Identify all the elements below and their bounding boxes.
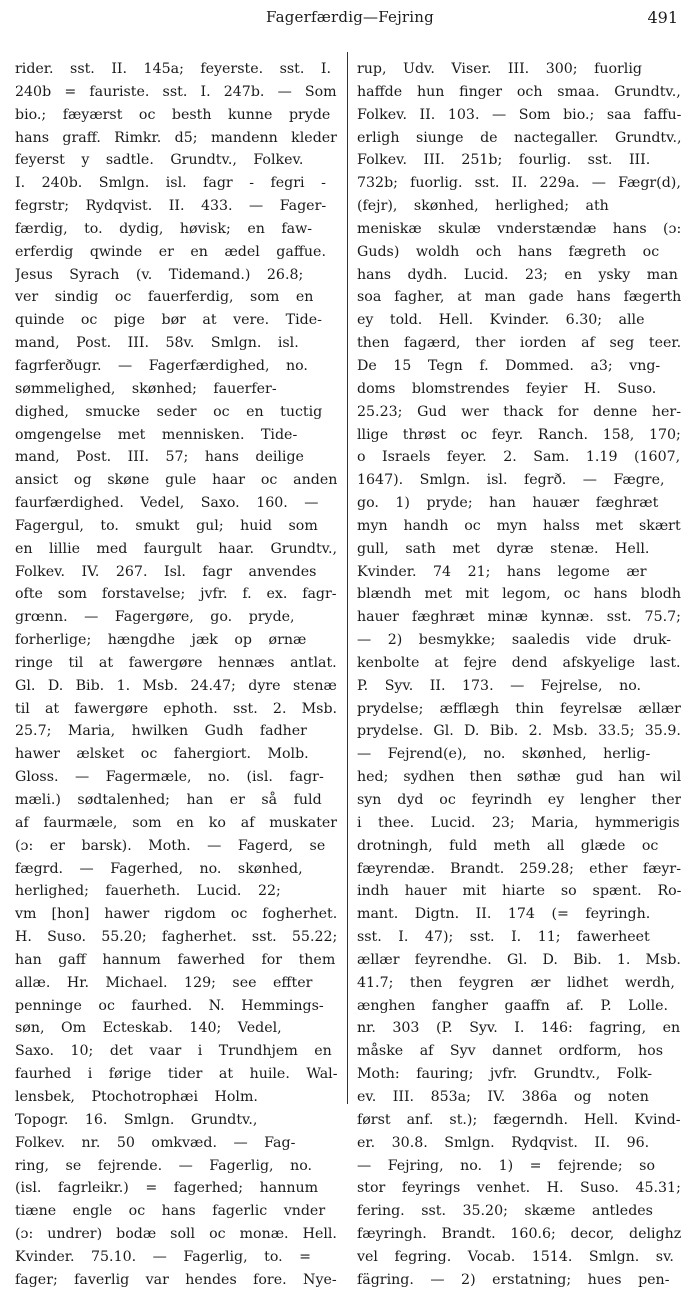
- text-line: drotningh, fuld meth all glæde oc: [357, 837, 659, 854]
- text-line: 25.23; Gud wer thack for denne her-: [357, 403, 681, 420]
- text-line: herlighed; fauerheth. Lucid. 22;: [15, 883, 281, 900]
- text-line: indh hauer mit hiarte so spænt. Ro-: [357, 883, 681, 900]
- text-line: Guds) woldh och hans fægreth oc: [357, 243, 660, 260]
- text-line: 732b; fuorlig. sst. II. 229a. — Fægr(d),: [357, 175, 681, 192]
- text-line: then fagærd, ther iorden af seg teer.: [357, 335, 681, 352]
- text-line: lensbek, Ptochotrophæi Holm.: [15, 1088, 258, 1105]
- text-line: Kvinder. 74 21; hans legome ær: [357, 563, 647, 580]
- text-line: hauer fæghræt minæ kynnæ. sst. 75.7;: [357, 609, 681, 626]
- text-line: tiæne engle oc hans fagerlic vnder: [15, 1203, 326, 1220]
- text-line: Folkev. III. 251b; fourlig. sst. III.: [357, 152, 651, 169]
- text-line: hawer ælsket oc fahergiort. Molb.: [15, 746, 309, 763]
- text-line: allæ. Hr. Michael. 129; see effter: [15, 974, 313, 991]
- text-line: ansict og skøne gule haar oc anden: [15, 472, 337, 489]
- page-number: 491: [647, 8, 678, 27]
- text-line: 41.7; then feygren ær lidhet werdh,: [357, 974, 675, 991]
- text-line: en lillie med faurgult haar. Grundtv.,: [15, 540, 337, 557]
- text-line: vel fegring. Vocab. 1514. Smlgn. sv.: [357, 1248, 674, 1265]
- text-line: llige thrøst oc feyr. Ranch. 158, 170;: [357, 426, 681, 443]
- text-line: mant. Digtn. II. 174 (= feyringh.: [357, 906, 651, 923]
- text-line: vm [hon] hawer rigdom oc fogherhet.: [15, 906, 337, 923]
- text-line: Folkev. IV. 267. Isl. fagr anvendes: [15, 563, 317, 580]
- text-line: Gloss. — Fagermæle, no. (isl. fagr-: [15, 769, 324, 786]
- text-line: faurfærdighed. Vedel, Saxo. 160. —: [15, 495, 319, 512]
- text-line: han gaff hannum fawerhed for them: [15, 951, 336, 968]
- column-divider: [347, 52, 348, 1104]
- text-line: grœnn. — Fagergøre, go. pryde,: [15, 609, 295, 626]
- text-line: feyerst y sadtle. Grundtv., Folkev.: [15, 152, 304, 169]
- text-line: søn, Om Ecteskab. 140; Vedel,: [15, 1020, 282, 1037]
- text-line: fagrferðugr. — Fagerfærdighed, no.: [15, 357, 308, 374]
- text-line: faurhed i førige tider at huile. Wal-: [15, 1066, 337, 1083]
- text-line: doms blomstrendes feyier H. Suso.: [357, 380, 657, 397]
- text-line: (ɔ: undrer) bodæ soll oc monæ. Hell.: [15, 1226, 337, 1243]
- text-line: mæli.) sødtalenhed; han er så fuld: [15, 792, 322, 808]
- text-line: sst. I. 47); sst. I. 11; fawerheet: [357, 929, 650, 946]
- text-line: I. 240b. Smlgn. isl. fagr - fegri -: [15, 175, 326, 192]
- text-line: fægrd. — Fagerhed, no. skønhed,: [15, 860, 303, 877]
- text-line: erferdig qwinde er en ædel gaffue.: [15, 243, 326, 260]
- text-line: o Israels feyer. 2. Sam. 1.19 (1607,: [357, 449, 681, 466]
- running-head: [0, 8, 700, 32]
- text-line: Moth: fauring; jvfr. Grundtv., Folk-: [357, 1066, 653, 1083]
- text-line: haffde hun finger och smaa. Grundtv.,: [357, 83, 681, 100]
- text-line: ring, se fejrende. — Fagerlig, no.: [15, 1157, 313, 1174]
- text-line: Topogr. 16. Smlgn. Grundtv.,: [15, 1111, 258, 1128]
- text-line: måske af Syv dannet ordform, hos: [357, 1043, 664, 1060]
- text-line: til at fawergøre ephoth. sst. 2. Msb.: [15, 700, 337, 717]
- text-line: hed; sydhen then søthæ gud han wil: [357, 769, 681, 786]
- text-line: prydelse; æfflægh thin feyrelsæ ællær: [357, 700, 681, 717]
- text-line: fæyringh. Brandt. 160.6; decor, delighz: [357, 1226, 681, 1243]
- text-line: ofte som forstavelse; jvfr. f. ex. fagr-: [15, 586, 337, 603]
- text-line: — 2) besmykke; saaledis vide druk-: [357, 632, 672, 649]
- text-line: bio.; fæyærst oc besth kunne pryde: [15, 106, 331, 123]
- text-line: H. Suso. 55.20; fagherhet. sst. 55.22;: [15, 929, 337, 946]
- text-line: først anf. st.); fægerndh. Hell. Kvind-: [357, 1111, 681, 1128]
- text-line: mand, Post. III. 57; hans deilige: [15, 449, 304, 466]
- text-line: (fejr), skønhed, herlighed; ath: [357, 198, 609, 215]
- text-line: Kvinder. 75.10. — Fagerlig, to. =: [15, 1248, 312, 1265]
- text-line: fering. sst. 35.20; skæme antledes: [357, 1203, 653, 1220]
- left-column: [15, 58, 337, 1292]
- text-line: hans graff. Rimkr. d5; mandenn kleder: [15, 129, 337, 146]
- text-line: meniskæ skulæ vnderstændæ hans (ɔ:: [357, 220, 681, 237]
- text-line: fegrstr; Rydqvist. II. 433. — Fager-: [15, 198, 327, 215]
- text-line: — Fejring, no. 1) = fejrende; so: [357, 1157, 655, 1174]
- text-line: Folkev. nr. 50 omkvæd. — Fag-: [15, 1134, 296, 1151]
- text-line: ey told. Hell. Kvinder. 6.30; alle: [357, 312, 645, 329]
- text-line: fager; faverlig var hendes fore. Nye-: [15, 1271, 337, 1288]
- text-line: ænghen fangher gaaffn af. P. Lolle.: [357, 997, 669, 1014]
- text-line: Folkev. II. 103. — Som bio.; saa faffu-: [357, 106, 681, 123]
- text-line: hans dydh. Lucid. 23; en ysky man: [357, 266, 678, 283]
- text-line: (ɔ: er barsk). Moth. — Fagerd, se: [15, 837, 326, 854]
- text-line: i thee. Lucid. 23; Maria, hymmerigis: [357, 814, 680, 831]
- text-line: (isl. fagrleikr.) = fagerhed; hannum: [15, 1180, 319, 1197]
- text-line: af faurmæle, som en ko af muskater: [15, 814, 337, 831]
- text-line: quinde oc pige bør at vere. Tide-: [15, 312, 322, 329]
- text-line: fæyrendæ. Brandt. 259.28; ether fæyr-: [357, 860, 681, 877]
- text-line: Jesus Syrach (v. Tidemand.) 26.8;: [15, 266, 304, 283]
- text-line: ællær feyrendhe. Gl. D. Bib. 1. Msb.: [357, 951, 681, 968]
- text-line: fägring. — 2) erstatning; hues pen-: [357, 1271, 670, 1288]
- text-line: stor feyrings venhet. H. Suso. 45.31;: [357, 1180, 681, 1197]
- text-line: nr. 303 (P. Syv. I. 146: fagring, en: [357, 1020, 681, 1037]
- text-line: syn dyd oc feyrindh ey lengher ther: [357, 792, 681, 808]
- page-title: Fagerfærdig—Fejring: [266, 8, 434, 26]
- text-line: erligh siunge de nactegaller. Grundtv.,: [357, 129, 681, 146]
- text-line: penninge oc faurhed. N. Hemmings-: [15, 997, 324, 1014]
- text-line: 1647). Smlgn. isl. fegrð. — Fægre,: [357, 472, 665, 489]
- text-line: gull, sath met dyræ stenæ. Hell.: [357, 540, 650, 557]
- text-line: mand, Post. III. 58v. Smlgn. isl.: [15, 335, 299, 352]
- text-line: Gl. D. Bib. 1. Msb. 24.47; dyre stenæ: [15, 677, 337, 694]
- text-line: forherlige; hængdhe jæk op ørnæ: [15, 632, 307, 649]
- text-line: — Fejrend(e), no. skønhed, herlig-: [357, 746, 651, 763]
- text-line: go. 1) pryde; han hauær fæghræt: [357, 495, 659, 512]
- text-line: Fagergul, to. smukt gul; huid som: [15, 517, 318, 534]
- text-line: blændh met mit legom, oc hans blodh: [357, 586, 681, 603]
- text-line: P. Syv. II. 173. — Fejrelse, no.: [357, 677, 642, 694]
- text-line: ev. III. 853a; IV. 386a og noten: [357, 1088, 649, 1105]
- text-line: sømmelighed, skønhed; fauerfer-: [15, 380, 277, 397]
- text-line: 25.7; Maria, hwilken Gudh fadher: [15, 723, 307, 740]
- text-line: myn handh oc myn halss met skært: [357, 517, 681, 534]
- text-line: De 15 Tegn f. Dommed. a3; vng-: [357, 357, 661, 374]
- text-line: Saxo. 10; det vaar i Trundhjem en: [15, 1043, 332, 1060]
- text-line: ringe til at fawergøre hennæs antlat.: [15, 654, 337, 671]
- text-line: soa fagher, at man gade hans fægerth: [357, 289, 681, 306]
- right-column: [357, 58, 681, 1292]
- text-line: er. 30.8. Smlgn. Rydqvist. II. 96.: [357, 1134, 650, 1151]
- text-line: ver sindig oc fauerferdig, som en: [15, 289, 314, 306]
- text-line: færdig, to. dydig, høvisk; en faw-: [15, 220, 313, 237]
- text-line: prydelse. Gl. D. Bib. 2. Msb. 33.5; 35.9.: [357, 723, 681, 740]
- text-line: 240b = fauriste. sst. I. 247b. — Som: [15, 83, 337, 100]
- text-line: rider. sst. II. 145a; feyerste. sst. I.: [15, 61, 332, 77]
- text-line: kenbolte at fejre dend afskyelige last.: [357, 654, 681, 671]
- text-line: rup, Udv. Viser. III. 300; fuorlig: [357, 61, 642, 77]
- text-line: omgengelse met mennisken. Tide-: [15, 426, 298, 443]
- text-line: dighed, smucke seder oc en tuctig: [15, 403, 323, 420]
